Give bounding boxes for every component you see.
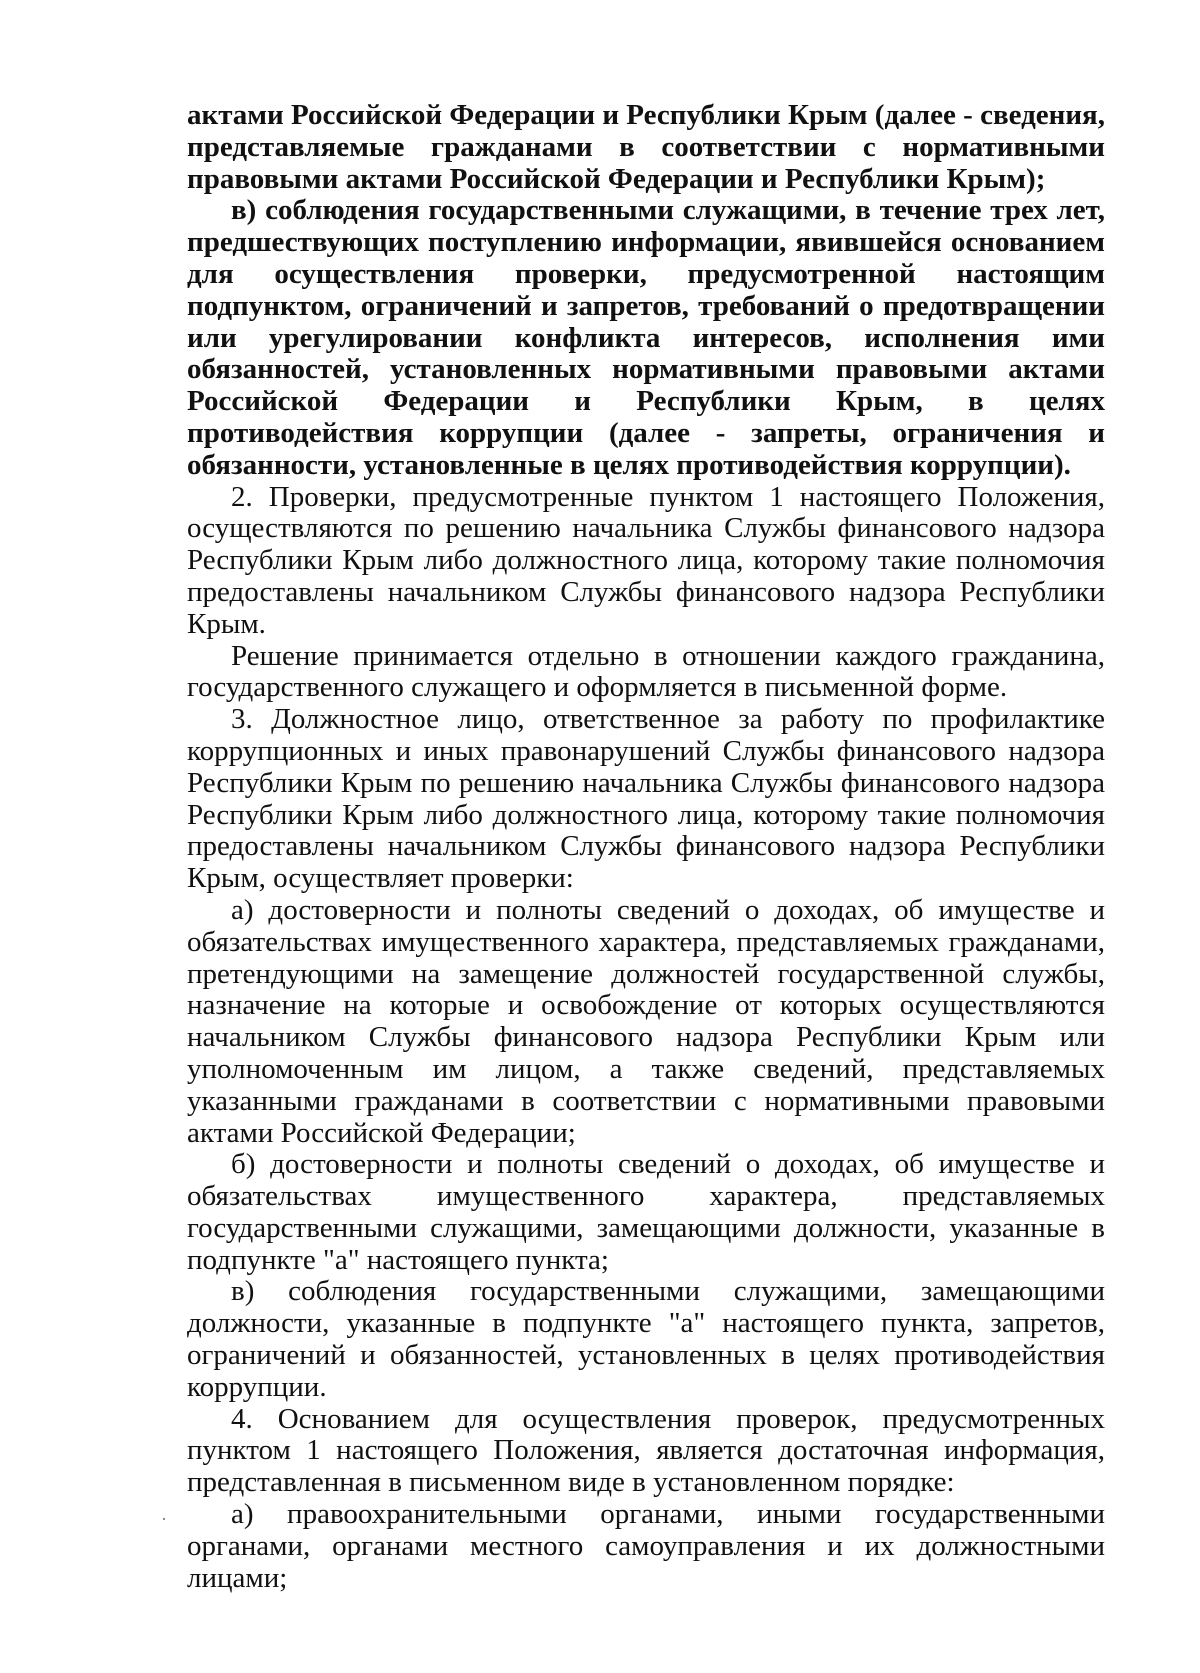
document-body — [187, 100, 1105, 1594]
paragraph-subitem-b: б) достоверности и полноты сведений о доходах, об имуществе и обязательствах имущественного характера, представляемых государственными служащими, замещающими должности, указанные в подпункте "а" настоящего пункта; — [187, 1148, 1105, 1276]
scan-speck — [163, 1518, 165, 1520]
paragraph-subitem-a-1: а) достоверности и полноты сведений о доходах, об имуществе и обязательствах имущественного характера, представляемых гражданами, претендующими на замещение должностей государственной службы, назначение на которые и освобождение от которых осуществляются начальником Службы финансового надзора Республики Крым или уполномоченным им лицом, а также сведений, представляемых указанными гражданами в соответствии с нормативными правовыми актами Российской Федерации; — [187, 893, 1105, 1149]
paragraph-continuation: актами Российской Федерации и Республики Крым (далее - сведения, представляемые гражданами в соответствии с нормативными правовыми актами Российской Федерации и Республики Крым); — [187, 99, 1105, 195]
paragraph-item-4: 4. Основанием для осуществления проверок, предусмотренных пунктом 1 настоящего Положения, является достаточная информация, представленная в письменном виде в установленном порядке: — [187, 1402, 1105, 1499]
paragraph-item-3: 3. Должностное лицо, ответственное за работу по профилактике коррупционных и иных правонарушений Службы финансового надзора Республики Крым по решению начальника Службы финансового надзора Республики Крым либо должностного лица, которому такие полномочия предоставлены начальником Службы финансового надзора Республики Крым, осуществляет проверки: — [187, 703, 1105, 895]
paragraph-subitem-a-2: а) правоохранительными органами, иными государственными органами, органами местного самоуправления и их должностными лицами; — [187, 1498, 1105, 1594]
paragraph-subitem-v-2: в) соблюдения государственными служащими, замещающими должности, указанные в подпункте "а" настоящего пункта, запретов, ограничений и обязанностей, установленных в целях противодействия коррупции. — [187, 1275, 1105, 1403]
paragraph-item-2: 2. Проверки, предусмотренные пунктом 1 настоящего Положения, осуществляются по решению начальника Службы финансового надзора Республики Крым либо должностного лица, которому такие полномочия предоставлены начальником Службы финансового надзора Республики Крым. — [187, 480, 1105, 640]
paragraph-decision: Решение принимается отдельно в отношении каждого гражданина, государственного служащего и оформляется в письменной форме. — [187, 639, 1105, 704]
paragraph-subitem-v-1: в) соблюдения государственными служащими, в течение трех лет, предшествующих поступлению информации, явившейся основанием для осуществления проверки, предусмотренной настоящим подпунктом, ограничений и запретов, требований о предотвращении или урегулировании конфликта интересов, исполнения ими обязанностей, установленных нормативными правовыми актами Российской Федерации и Республики Крым, в целях противодействия коррупции (далее - запреты, ограничения и обязанности, установленные в целях противодействия коррупции). — [187, 194, 1105, 481]
